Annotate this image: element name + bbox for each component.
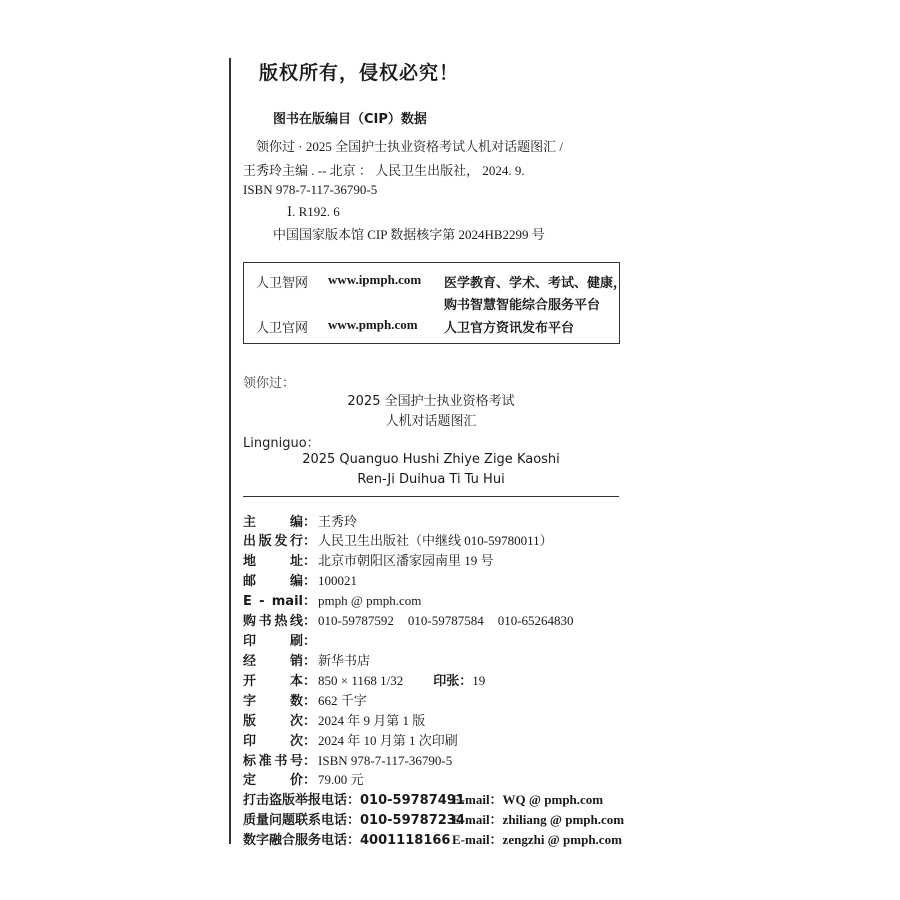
address-label: 地 址 bbox=[243, 554, 303, 569]
hotline-number-3: 010-65264830 bbox=[497, 613, 574, 628]
format-label: 开 本 bbox=[243, 674, 303, 689]
pinyin-caption: Lingniguo： bbox=[243, 436, 320, 451]
postcode-label: 邮 编 bbox=[243, 574, 303, 589]
colophon-printer: 印 刷： bbox=[243, 630, 318, 649]
colophon-price: 定 价： 79.00 元 bbox=[243, 769, 364, 788]
margin-rule bbox=[229, 58, 231, 844]
email-value[interactable]: pmph @ pmph.com bbox=[318, 593, 422, 608]
hotline-number-2: 010-59787584 bbox=[407, 613, 484, 628]
colophon-format: 开 本： 850 × 1168 1/32 印张：19 bbox=[243, 670, 485, 689]
format-value: 850 × 1168 1/32 bbox=[318, 673, 404, 688]
cip-title: 图书在版编目（CIP）数据 bbox=[273, 112, 427, 127]
pinyin-title-line-1: 2025 Quanguo Hushi Zhiye Zige Kaoshi bbox=[302, 452, 560, 467]
address-value: 北京市朝阳区潘家园南里 19 号 bbox=[318, 553, 494, 568]
digital-email[interactable]: E-mail：zengzhi @ pmph.com bbox=[452, 832, 622, 847]
colophon-postcode: 邮 编： 100021 bbox=[243, 570, 357, 589]
publisher-value: 人民卫生出版社（中继线 010-59780011） bbox=[318, 533, 553, 548]
sheets-label: 印张： bbox=[433, 674, 473, 689]
email-label: E - mail bbox=[243, 594, 303, 609]
hotline-row-digital bbox=[243, 829, 622, 848]
price-label: 定 价 bbox=[243, 773, 303, 788]
hotline-row-piracy bbox=[243, 789, 604, 808]
price-value: 79.00 元 bbox=[318, 772, 364, 787]
copyright-notice: 版权所有，侵权必究！ bbox=[259, 62, 460, 84]
cn-title-line-1: 2025 全国护士执业资格考试 bbox=[347, 394, 515, 409]
colophon-edition: 版 次： 2024 年 9 月第 1 版 bbox=[243, 710, 425, 729]
platform-box bbox=[243, 262, 627, 344]
piracy-hotline-label: 打击盗版举报电话：010-59787491 bbox=[243, 793, 465, 808]
platform-name-1: 人卫智网 bbox=[256, 276, 309, 291]
colophon-email: E - mail： pmph @ pmph.com bbox=[243, 593, 422, 609]
editor-label: 主 编 bbox=[243, 515, 303, 530]
platform-desc-1b: 购书智慧智能综合服务平台 bbox=[444, 298, 601, 313]
distributor-label: 经 销 bbox=[243, 654, 303, 669]
platform-url-2[interactable]: www.pmph.com bbox=[328, 317, 418, 332]
distributor-value: 新华书店 bbox=[318, 653, 371, 668]
colophon-word-count: 字 数： 662 千字 bbox=[243, 690, 367, 709]
colophon-editor: 主 编： 王秀玲 bbox=[243, 511, 357, 530]
colophon-address: 地 址： 北京市朝阳区潘家园南里 19 号 bbox=[243, 550, 494, 569]
word-count-label: 字 数 bbox=[243, 694, 303, 709]
colophon-isbn: 标准书号： ISBN 978-7-117-36790-5 bbox=[243, 750, 452, 769]
section-divider bbox=[243, 496, 619, 497]
platform-name-2: 人卫官网 bbox=[256, 321, 309, 336]
cip-line-1: 领你过 · 2025 全国护士执业资格考试人机对话题图汇 / bbox=[256, 139, 563, 154]
editor-value: 王秀玲 bbox=[318, 514, 358, 529]
sheets-value: 19 bbox=[472, 673, 486, 688]
cip-line-3: ISBN 978-7-117-36790-5 bbox=[243, 182, 378, 197]
hotline-row-quality bbox=[243, 809, 625, 828]
pinyin-title-line-2: Ren-Ji Duihua Ti Tu Hui bbox=[357, 472, 505, 487]
quality-email[interactable]: E-mail：zhiliang @ pmph.com bbox=[452, 812, 625, 827]
postcode-value: 100021 bbox=[318, 573, 358, 588]
cip-line-4: Ⅰ. R192. 6 bbox=[287, 204, 340, 219]
cn-caption: 领你过： bbox=[243, 375, 296, 390]
isbn-label: 标准书号 bbox=[243, 754, 303, 769]
cip-line-2: 王秀玲主编 . -- 北京 ： 人民卫生出版社， 2024. 9. bbox=[243, 163, 525, 178]
hotline-number-1: 010-59787592 bbox=[318, 613, 394, 628]
colophon-distributor: 经 销： 新华书店 bbox=[243, 650, 370, 669]
colophon-hotline: 购书热线： 010-59787592 010-59787584 010-65264830 bbox=[243, 610, 574, 629]
word-count-value: 662 千字 bbox=[318, 693, 367, 708]
cn-title-line-2: 人机对话题图汇 bbox=[385, 414, 477, 429]
impression-label: 印 次 bbox=[243, 734, 303, 749]
piracy-email[interactable]: E-mail：WQ @ pmph.com bbox=[452, 792, 604, 807]
digital-hotline-label: 数字融合服务电话：4001118166 bbox=[243, 833, 451, 848]
printer-label: 印 刷 bbox=[243, 634, 303, 649]
edition-label: 版 次 bbox=[243, 714, 303, 729]
colophon-publisher: 出版发行： 人民卫生出版社（中继线 010-59780011） bbox=[243, 530, 553, 549]
platform-url-1[interactable]: www.ipmph.com bbox=[328, 272, 422, 287]
platform-desc-1a: 医学教育、学术、考试、健康， bbox=[444, 276, 627, 291]
platform-desc-2: 人卫官方资讯发布平台 bbox=[444, 321, 575, 336]
edition-value: 2024 年 9 月第 1 版 bbox=[318, 713, 426, 728]
isbn-value: ISBN 978-7-117-36790-5 bbox=[318, 753, 453, 768]
hotline-label: 购书热线 bbox=[243, 614, 303, 629]
publisher-label: 出版发行 bbox=[243, 534, 303, 549]
cip-line-5: 中国国家版本馆 CIP 数据核字第 2024HB2299 号 bbox=[273, 227, 545, 242]
colophon-impression: 印 次： 2024 年 10 月第 1 次印刷 bbox=[243, 730, 458, 749]
impression-value: 2024 年 10 月第 1 次印刷 bbox=[318, 733, 458, 748]
quality-hotline-label: 质量问题联系电话：010-59787234 bbox=[243, 813, 465, 828]
